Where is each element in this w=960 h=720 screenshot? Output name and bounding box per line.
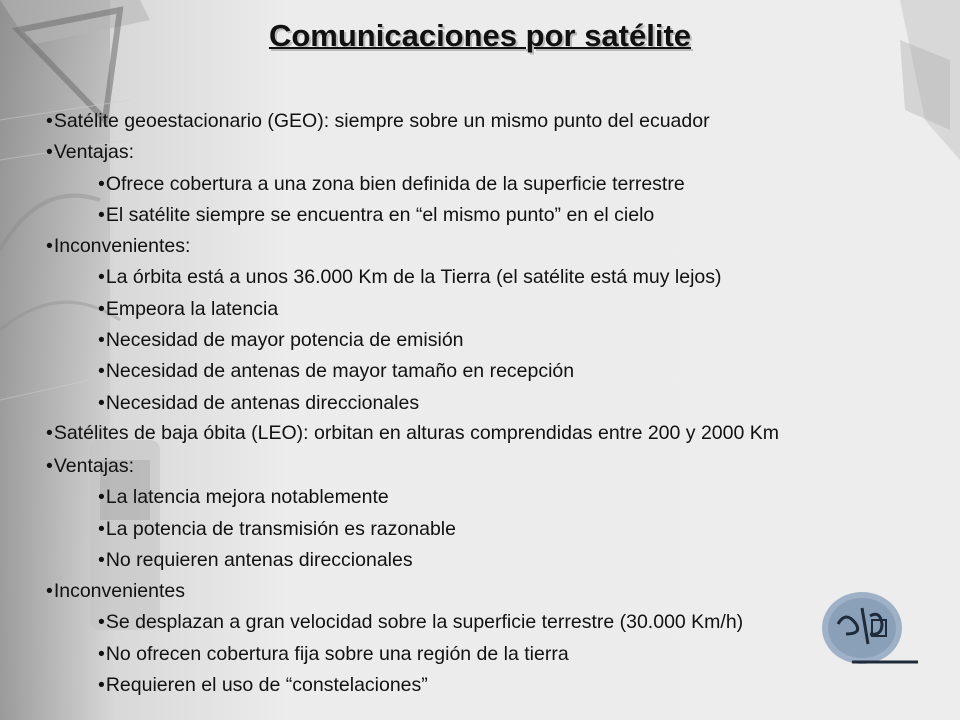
list-item: •Satélite geoestacionario (GEO): siempre sobre un mismo punto del ecuador xyxy=(46,110,710,132)
list-item: •No ofrecen cobertura fija sobre una región de la tierra xyxy=(98,642,569,665)
list-item: •Inconvenientes: xyxy=(46,235,191,258)
list-item: •No requieren antenas direccionales xyxy=(98,548,413,571)
list-item: •Se desplazan a gran velocidad sobre la superficie terrestre (30.000 Km/h) xyxy=(98,611,744,634)
list-item: •La potencia de transmisión es razonable xyxy=(98,517,456,540)
list-item: •Necesidad de antenas de mayor tamaño en recepción xyxy=(98,360,575,383)
list-item: •El satélite siempre se encuentra en “el mismo punto” en el cielo xyxy=(98,203,655,226)
list-item: •Ofrece cobertura a una zona bien definida de la superficie terrestre xyxy=(98,172,685,195)
list-item: •La órbita está a unos 36.000 Km de la Tierra (el satélite está muy lejos) xyxy=(98,266,722,289)
list-item: •Necesidad de mayor potencia de emisión xyxy=(98,329,464,352)
list-item: •Empeora la latencia xyxy=(98,297,279,320)
list-item: •Inconvenientes xyxy=(46,580,186,603)
list-item: •Requieren el uso de “constelaciones” xyxy=(98,674,428,697)
slide-title: Comunicaciones por satélite xyxy=(268,18,692,53)
list-item: •Necesidad de antenas direccionales xyxy=(98,391,420,414)
list-item: •Satélites de baja óbita (LEO): orbitan en alturas comprendidas entre 200 y 2000 Km xyxy=(46,421,780,444)
list-item: •La latencia mejora notablemente xyxy=(98,486,389,509)
list-item: •Ventajas: xyxy=(46,454,135,477)
bullet-list xyxy=(46,106,918,701)
list-item: •Ventajas: xyxy=(46,141,135,164)
